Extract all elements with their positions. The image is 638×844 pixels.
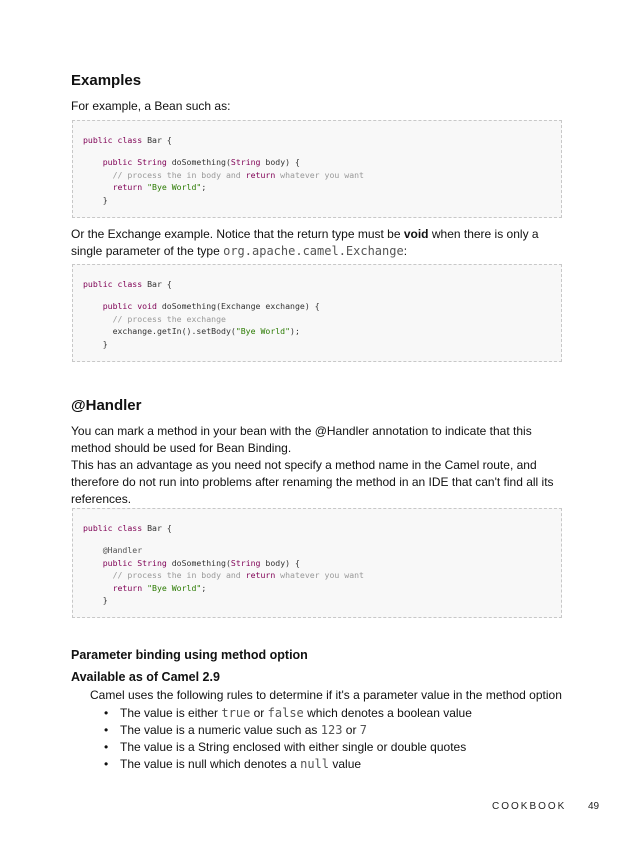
rule-item: • The value is either true or false which denotes a boolean value	[104, 706, 472, 720]
code-block-3	[72, 508, 562, 618]
page-number: 49	[588, 801, 600, 812]
examples-intro: For example, a Bean such as:	[71, 99, 231, 113]
code-block-1	[72, 120, 562, 218]
code1-line6: }	[83, 195, 108, 205]
handler-paragraph-2: This has an advantage as you need not specify a method name in the Camel route, and therefore do not run into problems after renaming the method in an IDE that can't find all its references.	[71, 458, 554, 506]
code3-line5: // process the in body and return whatever you want	[112, 570, 364, 580]
code3-line7: }	[83, 595, 108, 605]
section-heading-examples: Examples	[71, 72, 142, 89]
code1-line1: public class Bar {	[83, 135, 172, 145]
rules-intro: Camel uses the following rules to determine if it's a parameter value in the method option	[90, 688, 562, 702]
code1-line5: return "Bye World";	[112, 182, 207, 192]
handler-paragraph-1: You can mark a method in your bean with the @Handler annotation to indicate that this method should be used for Bean Binding.	[71, 424, 532, 455]
rule-item: • The value is a numeric value such as 123 or 7	[104, 723, 368, 737]
section-heading-parameter-binding: Parameter binding using method option	[71, 648, 308, 662]
code2-line6: }	[83, 339, 108, 349]
code2-line4: // process the exchange	[112, 314, 226, 324]
rule-item: • The value is a String enclosed with either single or double quotes	[104, 740, 467, 754]
rule-item: • The value is null which denotes a null value	[104, 757, 362, 771]
exchange-paragraph: Or the Exchange example. Notice that the return type must be void when there is only a single parameter of the type org.apache.camel.Exchange:	[71, 227, 539, 258]
code3-line6: return "Bye World";	[112, 583, 207, 593]
rules-list	[100, 705, 472, 773]
code2-line3: public void doSomething(Exchange exchange) {	[102, 301, 320, 311]
availability-note: Available as of Camel 2.9	[71, 670, 220, 684]
code3-line1: public class Bar {	[83, 523, 172, 533]
code-block-2	[72, 264, 562, 362]
section-heading-handler: @Handler	[71, 397, 142, 414]
footer-section-label: COOKBOOK	[492, 801, 567, 812]
code1-line3: public String doSomething(String body) {	[102, 157, 300, 167]
code1-line4: // process the in body and return whatever you want	[112, 170, 364, 180]
code3-line3: @Handler	[102, 545, 143, 555]
code3-line4: public String doSomething(String body) {	[102, 558, 300, 568]
code2-line1: public class Bar {	[83, 279, 172, 289]
code2-line5: exchange.getIn().setBody("Bye World");	[83, 326, 300, 336]
